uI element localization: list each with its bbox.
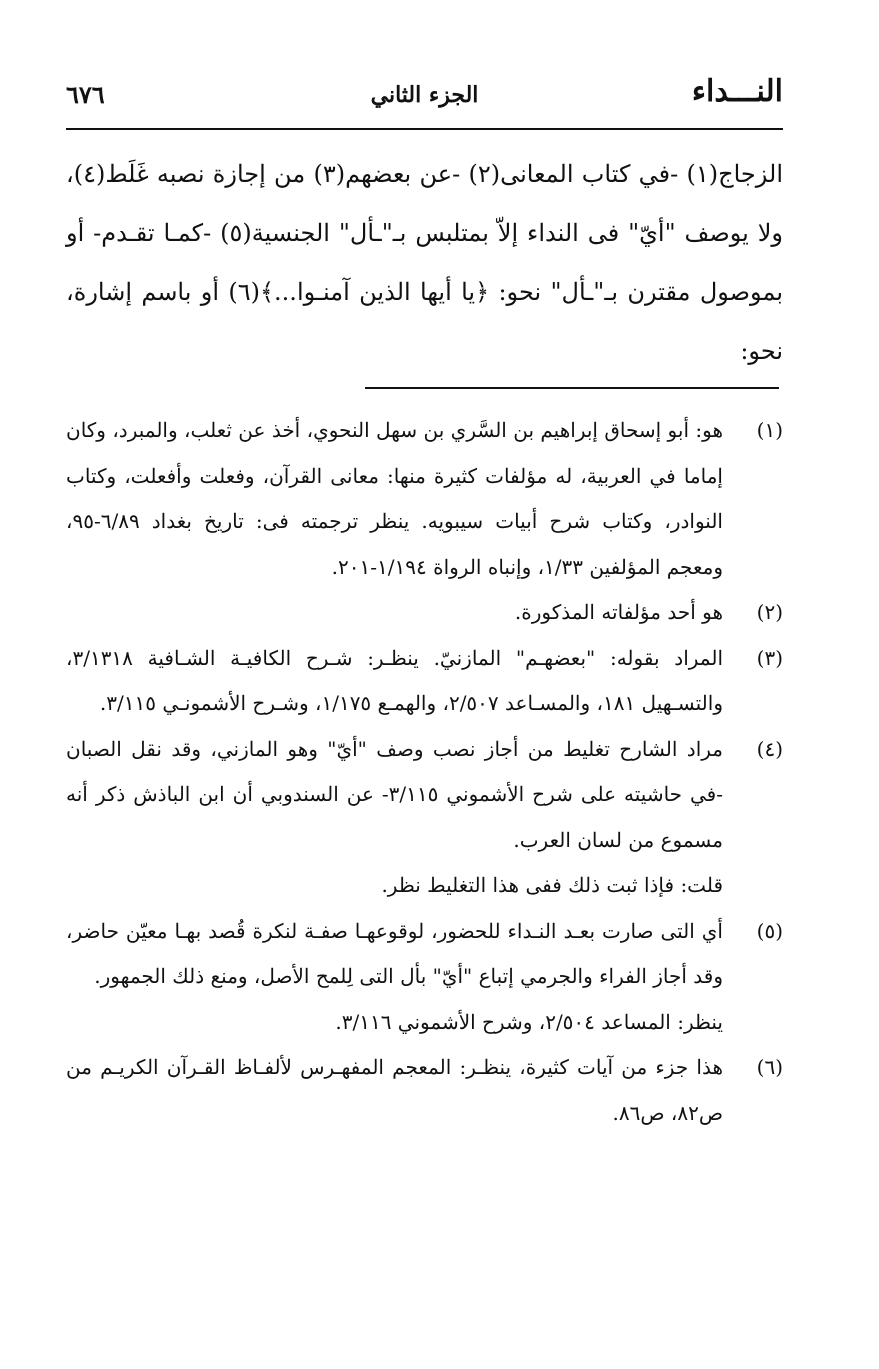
- footnote-text: هذا جزء من آيات كثيرة، ينظـر: المعجم المفهـرس لألفـاظ القـرآن الكريـم من ص٨٢، ص٨٦.: [66, 1055, 723, 1125]
- chapter-title: النـــداء: [691, 74, 783, 109]
- footnote-number: (١): [756, 418, 783, 442]
- page-number: ٦٧٦: [66, 80, 105, 109]
- main-paragraph: الزجاج(١) -في كتاب المعانى(٢) -عن بعضهم(٣) من إجازة نصبه غَلَط(٤)، ولا يوصف "أيّ" فى النداء إلاّ بمتلبس بـ"ـأل" الجنسية(٥) -كمـا تقـدم- أو بموصول مقترن بـ"ـأل" نحو: ﴿يا أيها الذين آمنـوا...﴾(٦) أو باسم إشارة، نحو:: [66, 160, 783, 365]
- footnote-body: [66, 1045, 723, 1136]
- footnote-number: (٥): [756, 918, 783, 943]
- footnote-body: [66, 636, 723, 727]
- footnote-body: [66, 590, 723, 636]
- footnotes: [66, 408, 783, 1136]
- main-text-block: [66, 145, 783, 381]
- footnote-number: (٢): [756, 600, 783, 624]
- footnote-body: [66, 727, 723, 909]
- header-divider: [66, 128, 783, 130]
- page-header: [66, 72, 783, 122]
- footnote-text: المراد بقوله: "بعضهـم" المازنيّ. ينظـر: شـرح الكافيـة الشـافية ٣/١٣١٨، والتسـهيل ١٨١، والمسـاعد ٢/٥٠٧، والهمـع ١/١٧٥، وشـرح الأشمونـي ٣/١١٥.: [66, 645, 723, 715]
- footnote-4: [66, 727, 783, 909]
- footnote-text: مراد الشارح تغليط من أجاز نصب وصف "أيّ" وهو المازني، وقد نقل الصبان -في حاشيته على شرح الأشموني ٣/١١٥- عن السندوبي أن ابن الباذش ذكر أنه مسموع من لسان العرب.: [66, 736, 723, 852]
- footnote-number: (٦): [756, 1055, 783, 1079]
- footnote-text: قلت: فإذا ثبت ذلك ففى هذا التغليط نظر.: [381, 873, 723, 897]
- footnote-number: (٤): [756, 736, 783, 761]
- footnote-body: [66, 408, 723, 590]
- footnote-divider: [365, 387, 779, 389]
- footnote-text: هو: أبو إسحاق إبراهيم بن السَّري بن سهل النحوي، أخذ عن ثعلب، والمبرد، وكان إماما في العربية، له مؤلفات كثيرة منها: معانى القرآن، وفعلت وأفعلت، وكتاب النوادر، وكتاب شرح أبيات سيبويه. ينظر ترجمته فى: تاريخ بغداد ٦/٨٩-٩٥، ومعجم المؤلفين ١/٣٣، وإنباه الرواة ١/١٩٤-٢٠١.: [66, 418, 723, 579]
- volume-title: الجزء الثاني: [370, 82, 479, 108]
- footnote-text: أي التى صارت بعـد النـداء للحضور، لوقوعهـا صفـة لنكرة قُصد بهـا معيّن حاضر، وقد أجاز الفراء والجرمي إتباع "أيّ" بأل التى لِلمح الأصل، ومنع ذلك الجمهور.: [66, 918, 723, 988]
- footnote-6: [66, 1045, 783, 1136]
- footnote-text: هو أحد مؤلفاته المذكورة.: [514, 600, 723, 624]
- footnote-5: [66, 909, 783, 1046]
- footnote-body: [66, 909, 723, 1046]
- footnote-3: [66, 636, 783, 727]
- footnote-text: ينظر: المساعد ٢/٥٠٤، وشرح الأشموني ٣/١١٦.: [335, 1009, 723, 1034]
- footnote-number: (٣): [756, 645, 783, 670]
- footnote-2: [66, 590, 783, 636]
- footnote-1: [66, 408, 783, 590]
